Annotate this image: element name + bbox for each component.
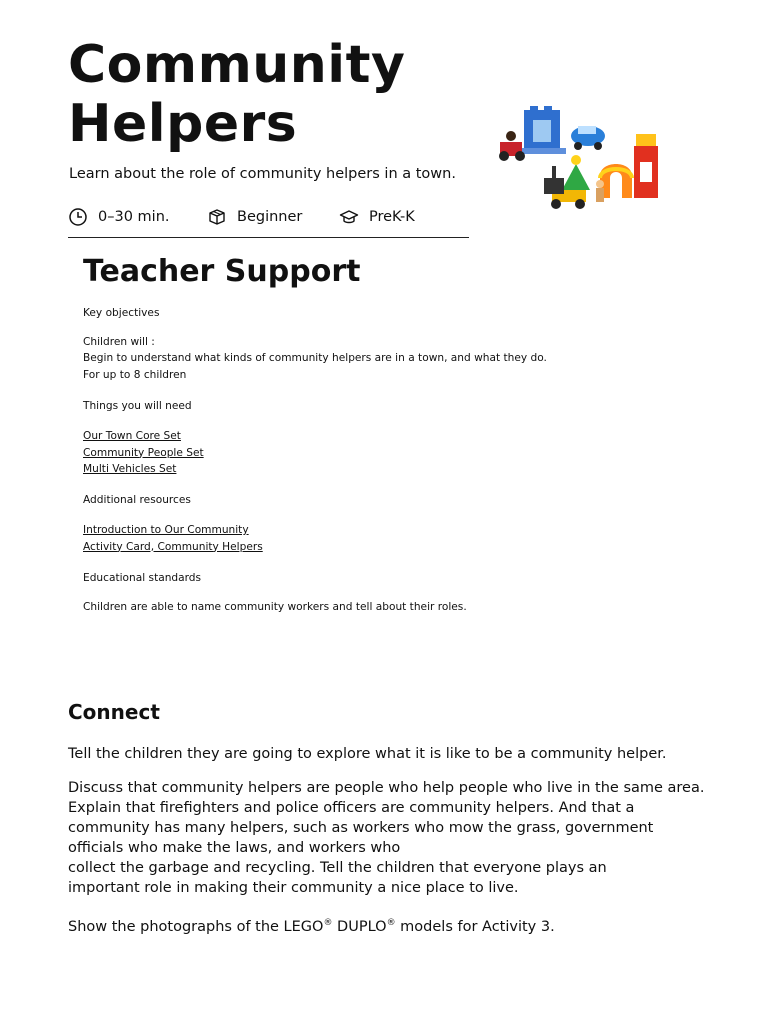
level-text: Beginner [237, 209, 303, 225]
title-line-2: Helpers [68, 94, 298, 154]
connect-paragraph-1: Tell the children they are going to explore what it is like to be a community helper. [68, 746, 667, 762]
introduction-link[interactable]: Introduction to Our Community [83, 524, 249, 536]
things-label: Things you will need [83, 400, 192, 412]
community-people-set-link[interactable]: Community People Set [83, 446, 204, 459]
materials-list [83, 428, 204, 478]
children-will-label: Children will : [83, 336, 155, 348]
paragraph-2-line-3: community has many helpers, such as workers who mow the grass, government [68, 820, 654, 836]
page-title [68, 36, 405, 154]
standards-label: Educational standards [83, 572, 202, 584]
registered-mark: ® [386, 918, 396, 928]
our-town-core-set-link[interactable]: Our Town Core Set [83, 430, 181, 442]
connect-paragraph-3 [68, 913, 708, 937]
paragraph-2-line-2: Explain that firefighters and police officers are community helpers. And that a [68, 800, 635, 816]
paragraph-3-part-b: DUPLO [332, 918, 387, 935]
paragraph-3-part-c: models for Activity 3. [395, 918, 555, 935]
paragraph-2-line-6: important role in making their community a nice place to live. [68, 880, 519, 896]
activity-card-link[interactable]: Activity Card, Community Helpers [83, 540, 263, 553]
resources-label: Additional resources [83, 494, 191, 506]
teacher-support-title: Teacher Support [83, 254, 361, 289]
paragraph-2-line-4: officials who make the laws, and workers who [68, 840, 401, 856]
registered-mark: ® [323, 918, 333, 928]
standards-text: Children are able to name community workers and tell about their roles. [83, 601, 467, 613]
paragraph-3-part-a: Show the photographs of the LEGO [68, 918, 324, 935]
grade-text: PreK-K [369, 209, 415, 225]
title-line-1: Community [68, 35, 406, 95]
box-icon [207, 207, 227, 227]
connect-paragraph-2 [68, 778, 708, 898]
resources-list [83, 522, 263, 555]
graduation-cap-icon [339, 207, 359, 227]
duration-text: 0–30 min. [98, 209, 170, 225]
duration-meta [68, 207, 170, 227]
duplo-town-models-image [496, 104, 666, 210]
activity-meta [68, 207, 469, 238]
page-subtitle: Learn about the role of community helpers in a town. [69, 166, 456, 182]
paragraph-2-line-1: Discuss that community helpers are people who help people who live in the same area. [68, 780, 705, 796]
objective-text: Begin to understand what kinds of community helpers are in a town, and what they do. [83, 352, 547, 364]
clock-icon [68, 207, 88, 227]
paragraph-2-line-5: collect the garbage and recycling. Tell the children that everyone plays an [68, 860, 607, 876]
level-meta [207, 207, 302, 227]
multi-vehicles-set-link[interactable]: Multi Vehicles Set [83, 463, 177, 475]
grade-meta [339, 207, 415, 227]
key-objectives-label: Key objectives [83, 307, 160, 319]
connect-heading: Connect [68, 700, 160, 724]
group-size-text: For up to 8 children [83, 369, 187, 381]
